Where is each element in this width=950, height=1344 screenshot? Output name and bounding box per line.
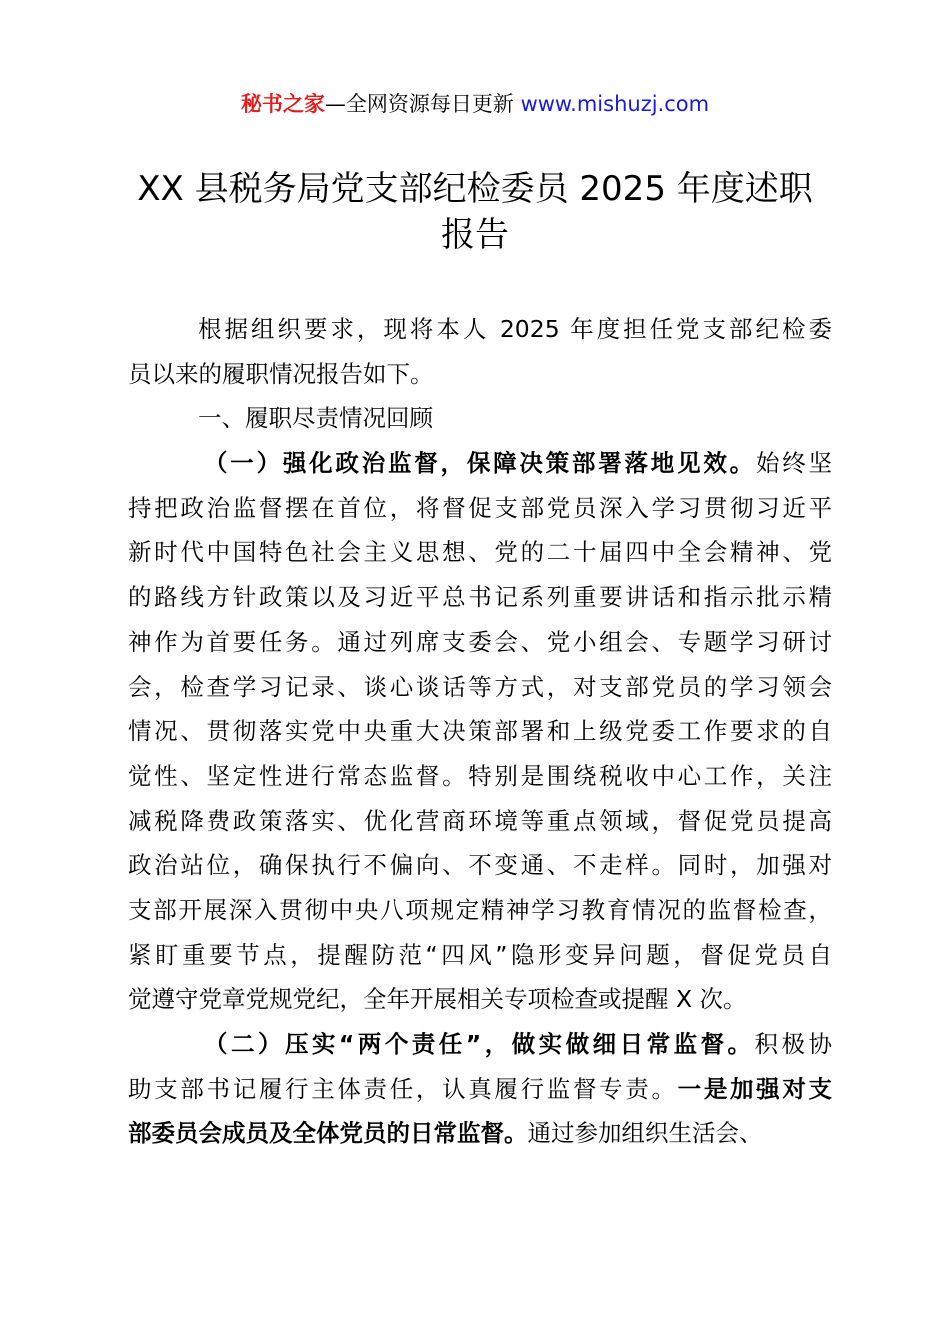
text-line bbox=[128, 1111, 832, 1156]
text-line bbox=[128, 352, 832, 397]
text-segment: 始终坚 bbox=[755, 449, 833, 478]
text-line bbox=[128, 933, 832, 978]
text-line bbox=[128, 977, 832, 1022]
text-segment: 减税降费政策落实、优化营商环境等重点领域，督促党员提高 bbox=[128, 806, 832, 835]
text-segment: 情况、贯彻落实党中央重大决策部署和上级党委工作要求的自 bbox=[128, 717, 832, 746]
text-line bbox=[128, 1067, 832, 1112]
text-segment: 根据组织要求，现将本人 2025 年度担任党支部纪检委 bbox=[198, 315, 832, 343]
text-segment: 支部开展深入贯彻中央八项规定精神学习教育情况的监督检查， bbox=[128, 895, 832, 924]
text-segment: 紧盯重要节点，提醒防范“四风”隐形变异问题，督促党员自 bbox=[128, 940, 832, 969]
text-segment: 觉性、坚定性进行常态监督。特别是围绕税收中心工作，关注 bbox=[128, 761, 832, 790]
header-tagline: —全网资源每日更新 bbox=[324, 92, 521, 116]
text-segment: 持把政治监督摆在首位，将督促支部党员深入学习贯彻习近平 bbox=[128, 493, 832, 522]
text-line bbox=[128, 888, 832, 933]
text-line bbox=[128, 754, 832, 799]
text-segment: 的路线方针政策以及习近平总书记系列重要讲话和指示批示精 bbox=[128, 583, 832, 612]
text-line bbox=[128, 1022, 832, 1067]
text-segment: 政治站位，确保执行不偏向、不变通、不走样。同时，加强对 bbox=[128, 851, 832, 880]
bold-text: 部委员会成员及全体党员的日常监督。 bbox=[128, 1119, 528, 1148]
bold-text: 一是加强对支 bbox=[677, 1074, 833, 1103]
text-segment: 一、履职尽责情况回顾 bbox=[198, 404, 433, 433]
title-line-1: XX 县税务局党支部纪检委员 2025 年度述职 bbox=[137, 169, 813, 209]
text-line bbox=[128, 486, 832, 531]
text-segment: 新时代中国特色社会主义思想、党的二十届四中全会精神、党 bbox=[128, 538, 832, 567]
text-line bbox=[128, 575, 832, 620]
title-line-2: 报告 bbox=[441, 215, 509, 255]
text-line bbox=[128, 530, 832, 575]
document-body bbox=[128, 307, 832, 1156]
text-segment: 会，检查学习记录、谈心谈话等方式，对支部党员的学习领会 bbox=[128, 672, 832, 701]
text-line bbox=[128, 799, 832, 844]
text-line bbox=[128, 441, 832, 486]
text-line bbox=[128, 620, 832, 665]
text-line bbox=[128, 709, 832, 754]
text-segment: 助支部书记履行主体责任，认真履行监督专责。 bbox=[128, 1074, 678, 1103]
text-segment: 神作为首要任务。通过列席支委会、党小组会、专题学习研讨 bbox=[128, 627, 832, 656]
text-segment: 积极协 bbox=[754, 1030, 833, 1058]
bold-text: （二）压实“两个责任”，做实做细日常监督。 bbox=[204, 1030, 755, 1058]
bold-text: （一）强化政治监督，保障决策部署落地见效。 bbox=[204, 449, 756, 478]
text-line bbox=[128, 307, 832, 352]
text-segment: 通过参加组织生活会、 bbox=[527, 1119, 763, 1148]
site-watermark-header bbox=[0, 88, 950, 120]
text-segment: 觉遵守党章党规党纪，全年开展相关专项检查或提醒 X 次。 bbox=[128, 985, 747, 1014]
text-segment: 员以来的履职情况报告如下。 bbox=[128, 359, 434, 388]
text-line bbox=[128, 396, 832, 441]
header-url[interactable]: www.mishuzj.com bbox=[520, 92, 710, 116]
text-line bbox=[128, 843, 832, 888]
document-title bbox=[100, 166, 850, 258]
text-line bbox=[128, 665, 832, 710]
brand-name: 秘书之家 bbox=[240, 92, 325, 116]
